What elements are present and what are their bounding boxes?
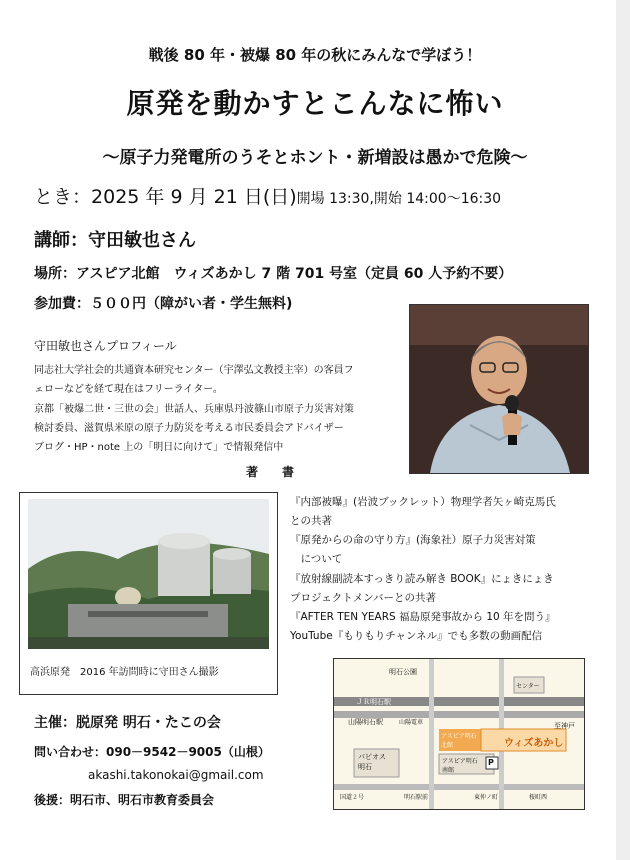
speaker-portrait — [409, 304, 589, 474]
event-time: 開場 13:30,開始 14:00～16:30 — [296, 191, 502, 207]
book-line: 『内部被曝』(岩波ブックレット）物理学者矢ヶ崎克馬氏 — [290, 496, 556, 508]
event-subtitle: ～原子力発電所のうそとホント・新増設は愚かで危険～ — [102, 148, 528, 168]
book-line: YouTube『もりもりチャンネル』でも多数の動画配信 — [290, 630, 543, 642]
book-line: について — [290, 553, 343, 565]
contact: 問い合わせ：090－9542－9005（山根） — [34, 745, 270, 759]
support: 後援：明石市、明石市教育委員会 — [34, 793, 215, 807]
map-route: 国道２号 — [340, 794, 365, 801]
event-date: 2025 年 9 月 21 日(日) — [91, 186, 297, 208]
photo-caption: 高浜原発 2016 年訪問時に守田さん撮影 — [30, 667, 219, 678]
profile-heading: 守田敏也さんプロフィール — [34, 339, 177, 353]
book-line: プロジェクトメンバーとの共著 — [290, 592, 436, 604]
map-center: センター — [516, 683, 540, 690]
map-bivios: パピオス 明石 — [358, 753, 386, 771]
event-date-line — [34, 182, 501, 209]
plant-photo-frame — [19, 492, 278, 695]
date-label: とき： — [34, 186, 92, 208]
book-line: との共著 — [290, 515, 332, 527]
map-akashi-station-stop: 明石駅前 — [404, 794, 429, 801]
organizer: 主催：脱原発 明石・たこの会 — [34, 715, 221, 731]
event-kicker: 戦後 80 年・被爆 80 年の秋にみんなで学ぼう！ — [148, 46, 482, 64]
page-edge — [616, 0, 630, 860]
access-map — [333, 658, 585, 810]
book-line: 『AFTER TEN YEARS 福島原発事故から 10 年を問う』 — [290, 611, 556, 623]
map-sakuramachi: 桜町西 — [529, 794, 548, 801]
fee: 参加費：５００円（障がい者・学生無料) — [34, 296, 293, 312]
profile-line: 同志社大学社会的共通資本研究センター（宇澤弘文教授主宰）の客員フ — [34, 365, 354, 376]
profile-line: 検討委員、滋賀県米原の原子力防災を考える市民委員会アドバイザー — [34, 423, 344, 434]
venue: 場所：アスピア北館 ウィズあかし 7 階 701 号室（定員 60 人予約不要） — [34, 266, 513, 282]
map-higashi: 東仲ノ町 — [474, 794, 499, 801]
profile-line: 京都「被爆二世・三世の会」世話人、兵庫県丹波篠山市原子力災害対策 — [34, 404, 354, 415]
book-line: 『放射線副読本すっきり読み解き BOOK』にょきにょき — [290, 573, 554, 585]
contact-email[interactable]: akashi.takonokai@gmail.com — [88, 768, 264, 782]
profile-line: ブログ・HP・note 上の「明日に向けて」で情報発信中 — [34, 442, 284, 453]
map-jr-station: ＪＲ明石駅 — [356, 698, 391, 706]
map-aspia-south: アスピア明石 南館 — [442, 758, 478, 774]
book-line: 『原発からの命の守り方』(海象社）原子力災害対策 — [290, 534, 536, 546]
map-to-kobe: 至神戸 — [554, 722, 575, 730]
map-sanyo-station: 山陽明石駅 — [348, 718, 383, 726]
map-park: 明石公園 — [389, 668, 417, 676]
map-aspia-north: アスピア明石 北館 — [441, 733, 477, 749]
map-wiz-akashi: ウィズあかし — [504, 738, 564, 749]
map-sanyo-line: 山陽電車 — [399, 719, 424, 726]
nuclear-plant-photo — [28, 499, 269, 649]
lecturer: 講師：守田敏也さん — [34, 230, 196, 251]
profile-line: ェローなどを経て現在はフリーライター。 — [34, 384, 223, 395]
event-title: 原発を動かすとこんなに怖い — [126, 87, 504, 120]
map-parking: P — [488, 758, 494, 767]
books-heading: 著 書 — [246, 465, 301, 479]
